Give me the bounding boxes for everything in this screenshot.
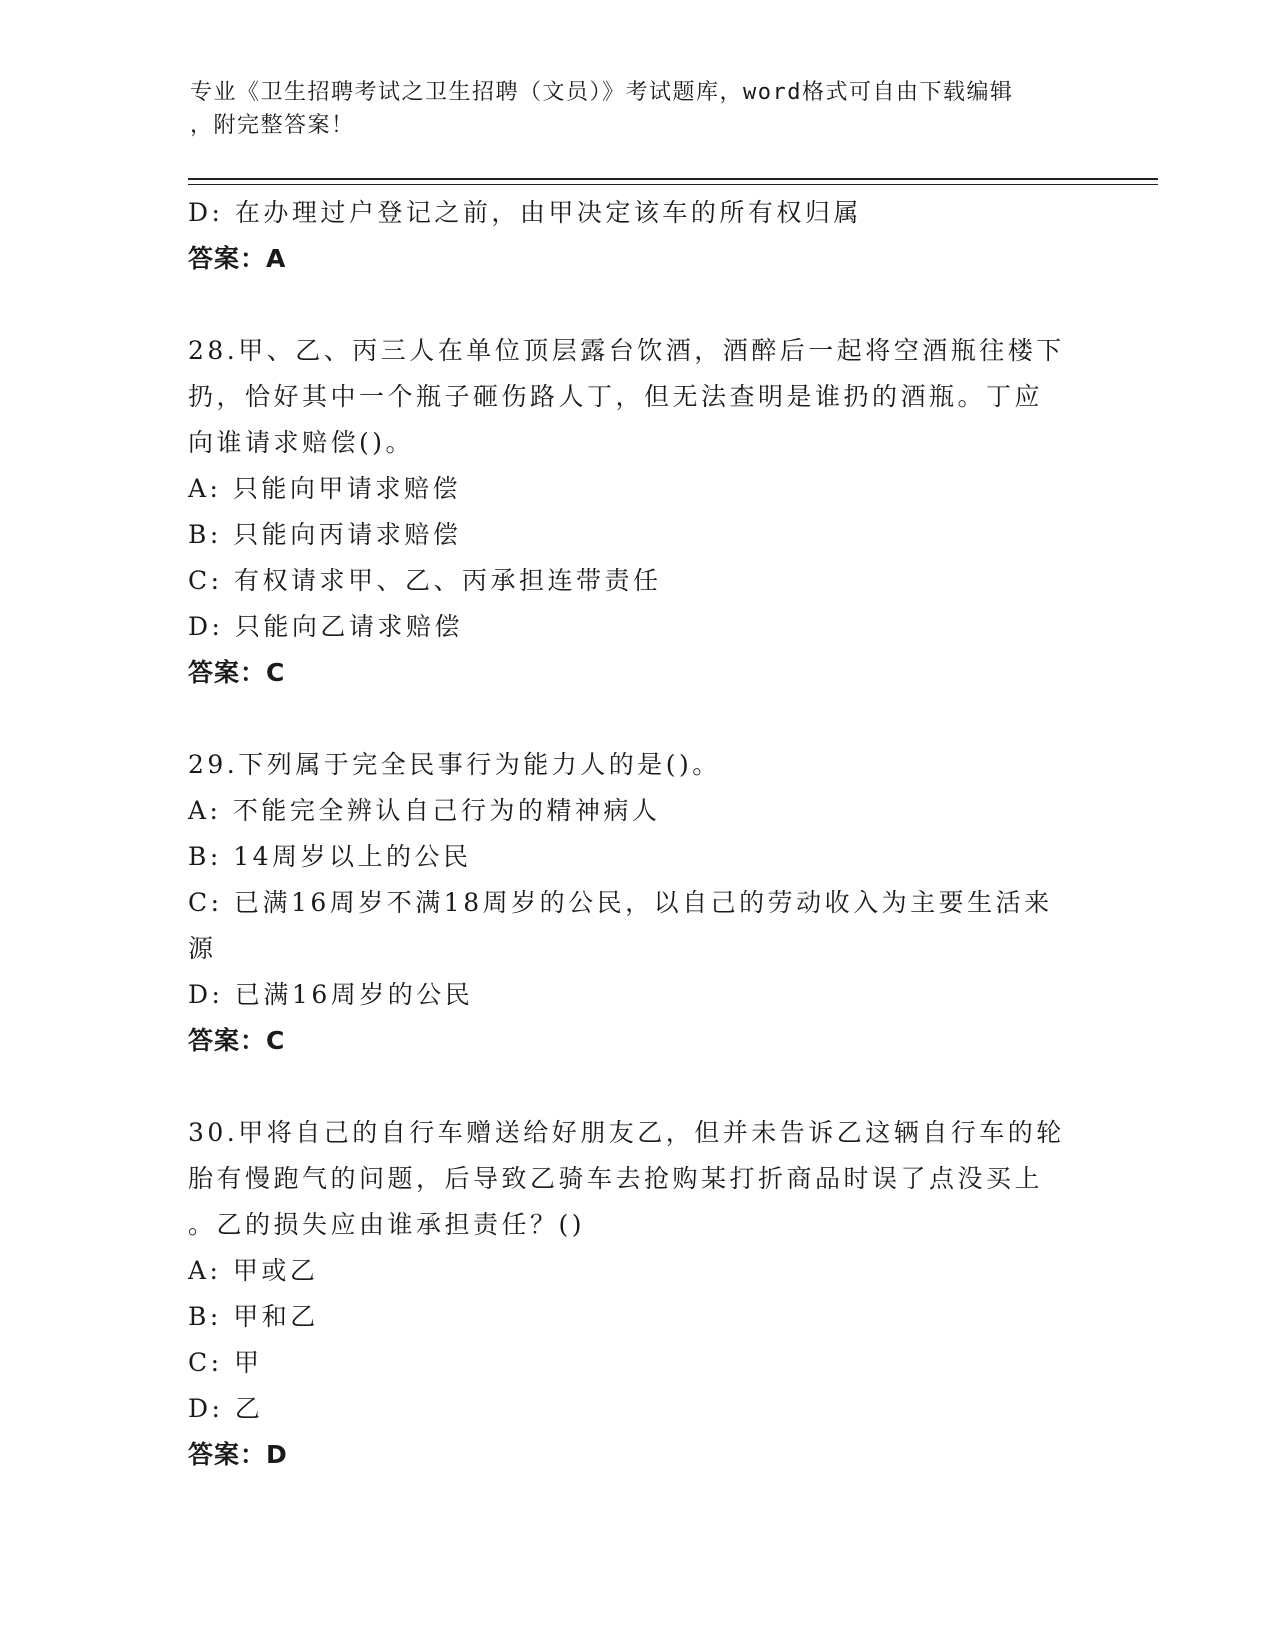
option-a: A: 不能完全辨认自己行为的精神病人 <box>188 796 661 825</box>
option-c: C: 已满16周岁不满18周岁的公民，以自己的劳动收入为主要生活来 <box>188 888 1053 917</box>
answer-line: 答案：C <box>188 1026 286 1055</box>
option-c-continued: 源 <box>188 934 217 963</box>
answer-line: 答案：A <box>188 244 287 273</box>
option-a: A: 只能向甲请求赔偿 <box>188 474 461 503</box>
answer-line: 答案：D <box>188 1440 288 1469</box>
answer-line: 答案：C <box>188 658 286 687</box>
question-28 <box>188 328 1088 696</box>
option-a: A: 甲或乙 <box>188 1256 319 1285</box>
question-stem-line: 。乙的损失应由谁承担责任？() <box>188 1210 586 1239</box>
question-stem-line: 向谁请求赔偿()。 <box>188 428 415 457</box>
question-stem-line: 30.甲将自己的自行车赠送给好朋友乙，但并未告诉乙这辆自行车的轮 <box>188 1118 1065 1147</box>
document-body <box>188 190 1088 1478</box>
header-line-1: 专业《卫生招聘考试之卫生招聘（文员）》考试题库，word格式可自由下载编辑 <box>190 80 1014 105</box>
header-divider-thick <box>188 178 1158 180</box>
question-stem-line: 28.甲、乙、丙三人在单位顶层露台饮酒，酒醉后一起将空酒瓶往楼下 <box>188 336 1065 365</box>
option-c: C: 甲 <box>188 1348 263 1377</box>
question-30 <box>188 1110 1088 1478</box>
option-c: C: 有权请求甲、乙、丙承担连带责任 <box>188 566 662 595</box>
header-divider-thin <box>188 184 1158 185</box>
option-d: D: 乙 <box>188 1394 264 1423</box>
question-27-tail <box>188 190 1088 282</box>
option-d: D: 只能向乙请求赔偿 <box>188 612 463 641</box>
spacer <box>188 282 1088 328</box>
option-b: B: 14周岁以上的公民 <box>188 842 472 871</box>
spacer <box>188 696 1088 742</box>
spacer <box>188 1064 1088 1110</box>
question-stem-line: 扔，恰好其中一个瓶子砸伤路人丁，但无法查明是谁扔的酒瓶。丁应 <box>188 382 1044 411</box>
question-stem-line: 29.下列属于完全民事行为能力人的是()。 <box>188 750 721 779</box>
option-b: B: 只能向丙请求赔偿 <box>188 520 462 549</box>
header-line-2: ，附完整答案！ <box>190 113 355 138</box>
option-b: B: 甲和乙 <box>188 1302 319 1331</box>
document-header <box>190 76 1070 142</box>
option-d: D: 已满16周岁的公民 <box>188 980 474 1009</box>
question-29 <box>188 742 1088 1064</box>
question-stem-line: 胎有慢跑气的问题，后导致乙骑车去抢购某打折商品时误了点没买上 <box>188 1164 1044 1193</box>
option-d: D: 在办理过户登记之前，由甲决定该车的所有权归属 <box>188 198 862 227</box>
